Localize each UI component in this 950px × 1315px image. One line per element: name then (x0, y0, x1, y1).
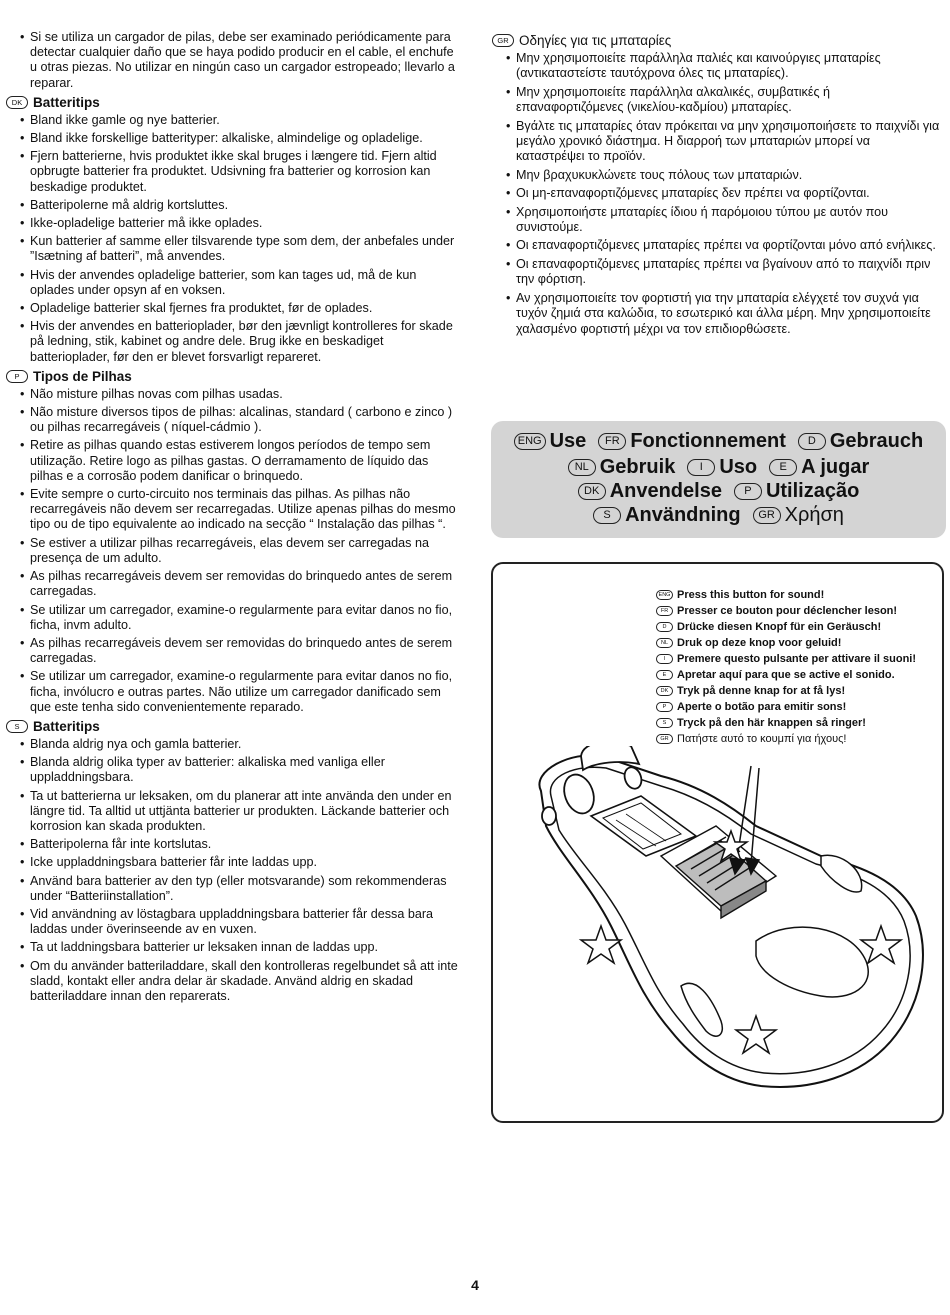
use-heading-item (753, 504, 844, 527)
section-title: Οδηγίες για τις μπαταρίες (519, 33, 672, 48)
use-heading-line (491, 480, 946, 503)
list-item: • Μην χρησιμοποιείτε παράλληλα παλιές και καινούργιες μπαταρίες (αντικαταστείστε ταυτόχρονα όλες τις μπαταρίες). (516, 51, 940, 82)
list-item: • Se utilizar um carregador, examine-o regularmente para evitar danos no fio, ficha, invólucro e outras partes. Não utilize um carregador danificado sem que este tenha sido convenientemente reparado. (30, 669, 458, 715)
language-badge: NL (568, 459, 596, 476)
list-item: • Kun batterier af samme eller tilsvarende type som dem, der anbefales under ”Isætning af batteri”, må anvendes. (30, 234, 458, 264)
use-heading-text: Utilização (765, 480, 860, 502)
sound-instruction (656, 667, 944, 683)
list-item: • Vid användning av löstagbara uppladdningsbara batterier får dessa bara laddas under överinseende av en vuxen. (30, 907, 458, 937)
language-badge: DK (656, 686, 673, 696)
sound-instruction-text: Πατήστε αυτό το κουμπί για ήχους! (677, 733, 847, 745)
list-item: • Bland ikke gamle og nye batterier. (30, 113, 458, 128)
language-badge: ENG (514, 433, 546, 450)
use-heading-item (593, 504, 741, 527)
list-item: • Οι επαναφορτιζόμενες μπαταρίες πρέπει να φορτίζονται μόνο από ενήλικες. (516, 238, 940, 253)
language-badge: DK (578, 483, 606, 500)
use-heading-text: A jugar (801, 456, 870, 478)
use-heading-text: Use (549, 430, 587, 452)
language-badge: GR (753, 507, 781, 524)
toy-guitar-illustration (521, 746, 936, 1111)
sound-instruction-text: Apretar aquí para que se active el sonido. (677, 669, 895, 681)
use-heading-text: Gebrauch (829, 430, 924, 452)
list-item: • Om du använder batteriladdare, skall den kontrolleras regelbundet så att inte sladd, kontakt eller andra delar är skadade. Använd aldrig en skadad batteriladdare innan den reparerats. (30, 959, 458, 1005)
battery-tips-list-dk (6, 113, 458, 365)
illustration-box (491, 562, 944, 1123)
language-badge: DK (6, 96, 28, 109)
battery-tips-list-s (6, 737, 458, 1004)
use-heading-text: Gebruik (599, 456, 676, 478)
list-item: • Si se utiliza un cargador de pilas, debe ser examinado periódicamente para detectar cualquier daño que se haya podido producir en el cable, el enchufe u otras piezas. No utilizar en ningún caso un cargador estropeado; llevarlo a reparar. (30, 30, 458, 91)
list-item: • Ta ut batterierna ur leksaken, om du planerar att inte använda den under en längre tid. Ta alltid ut uttjänta batterier ur produkten. Läckande batterier och korrosion kan skada produkten. (30, 789, 458, 835)
list-item: • Μην βραχυκυκλώνετε τους πόλους των μπαταριών. (516, 168, 940, 183)
list-item: • Evite sempre o curto-circuito nos terminais das pilhas. As pilhas não recarregáveis não devem ser recarregadas. Utilize apenas pilhas do mesmo tipo ou de tipo equivalente ao indicado na secção “ Instalação das pilhas “. (30, 487, 458, 533)
use-heading-item (514, 430, 587, 453)
language-badge: E (656, 670, 673, 680)
list-item: • Se utilizar um carregador, examine-o regularmente para evitar danos no fio, ficha, invm adulto. (30, 603, 458, 633)
language-badge: I (687, 459, 715, 476)
sound-instructions-list (656, 587, 944, 747)
sound-instruction-text: Premere questo pulsante per attivare il suoni! (677, 653, 917, 665)
list-item: • Hvis der anvendes opladelige batterier, som kan tages ud, må de kun oplades under opsyn af en voksen. (30, 268, 458, 298)
language-badge: ENG (656, 590, 673, 600)
use-heading-item (568, 456, 676, 479)
use-heading-item (798, 430, 923, 453)
sound-instruction (656, 731, 944, 747)
sound-instruction-text: Drücke diesen Knopf für ein Geräusch! (677, 621, 882, 633)
right-column (492, 30, 940, 340)
list-item: • Blanda aldrig olika typer av batterier: alkaliska med vanliga eller uppladdningsbara. (30, 755, 458, 785)
language-badge: E (769, 459, 797, 476)
language-badge: GR (656, 734, 673, 744)
sound-instruction-text: Tryk på denne knap for at få lys! (677, 685, 846, 697)
language-badge: S (593, 507, 621, 524)
language-badge: S (656, 718, 673, 728)
use-heading-item (687, 456, 757, 479)
sound-instruction (656, 619, 944, 635)
sound-instruction (656, 715, 944, 731)
sound-instruction (656, 651, 944, 667)
left-column (6, 30, 458, 1007)
list-item: • Não misture pilhas novas com pilhas usadas. (30, 387, 458, 402)
list-item: • As pilhas recarregáveis devem ser removidas do brinquedo antes de serem carregadas. (30, 636, 458, 666)
use-heading-box (491, 421, 946, 538)
language-badge: FR (656, 606, 673, 616)
section-title: Tipos de Pilhas (33, 368, 132, 384)
list-item: • Ikke-opladelige batterier må ikke oplades. (30, 216, 458, 231)
language-badge: S (6, 720, 28, 733)
page-number: 4 (471, 1277, 479, 1293)
use-heading-line (491, 430, 946, 453)
sound-instruction-text: Druk op deze knop voor geluid! (677, 637, 842, 649)
section-heading-s (6, 718, 458, 735)
sound-instruction-text: Aperte o botão para emitir sons! (677, 701, 847, 713)
list-item: • Μην χρησιμοποιείτε παράλληλα αλκαλικές, συμβατικές ή επαναφορτιζόμενες (νικελίου-καδμίου) μπαταρίες. (516, 85, 940, 116)
list-item: • Batteripolerne må aldrig kortsluttes. (30, 198, 458, 213)
list-item: • Opladelige batterier skal fjernes fra produktet, før de oplades. (30, 301, 458, 316)
language-badge: P (734, 483, 762, 500)
section-title: Batteritips (33, 94, 100, 110)
list-item: • Retire as pilhas quando estas estiverem longos períodos de tempo sem utilização. Retire logo as pilhas gastas. O derramamento de líquido das pilhas e a corrosão podem danificar o brinquedo. (30, 438, 458, 484)
sound-instruction (656, 587, 944, 603)
list-item: • Οι μη-επαναφορτιζόμενες μπαταρίες δεν πρέπει να φορτίζονται. (516, 186, 940, 201)
list-item: • Bland ikke forskellige batterityper: alkaliske, almindelige og opladelige. (30, 131, 458, 146)
language-badge: I (656, 654, 673, 664)
list-item: • Não misture diversos tipos de pilhas: alcalinas, standard ( carbono e zinco ) ou pilhas recarregáveis ( níquel-cádmio ). (30, 405, 458, 435)
battery-tips-list-gr (492, 51, 940, 337)
use-heading-item (769, 456, 869, 479)
section-heading-dk (6, 94, 458, 111)
list-item: • Οι επαναφορτιζόμενες μπαταρίες πρέπει να βγαίνουν από το παιχνίδι πριν την φόρτιση. (516, 257, 940, 288)
list-item: • Ta ut laddningsbara batterier ur leksaken innan de laddas upp. (30, 940, 458, 955)
sound-instruction-text: Presser ce bouton pour déclencher leson! (677, 605, 898, 617)
language-badge: P (656, 702, 673, 712)
list-item: • Αν χρησιμοποιείτε τον φορτιστή για την μπαταρία ελέγχετέ τον συχνά για τυχόν ζημιά στα καλώδια, το εσωτερικό και άλλα μέρη. Μην χρησιμοποιείτε χαλασμένο φορτιστή μέχρι να τον επιδιορθώσετε. (516, 291, 940, 337)
use-heading-text: Uso (719, 456, 758, 478)
list-item: • Hvis der anvendes en batterioplader, bør den jævnligt kontrolleres for skade på ledning, stik, kabinet og andre dele. Brug ikke en beskadiget batterioplader, før den er blevet forsvarligt repareret. (30, 319, 458, 365)
use-heading-line (491, 456, 946, 479)
list-item: • Icke uppladdningsbara batterier får inte laddas upp. (30, 855, 458, 870)
section-heading-gr (492, 32, 940, 49)
sound-instruction (656, 635, 944, 651)
use-heading-text: Fonctionnement (630, 430, 786, 452)
list-item: • Batteripolerna får inte kortslutas. (30, 837, 458, 852)
use-heading-text: Anvendelse (609, 480, 722, 502)
language-badge: FR (598, 433, 626, 450)
use-heading-text: Användning (625, 504, 741, 526)
battery-tips-list-p (6, 387, 458, 715)
use-heading-item (734, 480, 859, 503)
sound-instruction-text: Press this button for sound! (677, 589, 825, 601)
language-badge: D (656, 622, 673, 632)
list-item: • Blanda aldrig nya och gamla batterier. (30, 737, 458, 752)
intro-list (6, 30, 458, 91)
list-item: • Se estiver a utilizar pilhas recarregáveis, elas devem ser carregadas na presença de um adulto. (30, 536, 458, 566)
sound-instruction (656, 603, 944, 619)
list-item: • Använd bara batterier av den typ (eller motsvarande) som rekommenderas under “Batteriinstallation”. (30, 874, 458, 904)
list-item: • As pilhas recarregáveis devem ser removidas do brinquedo antes de serem carregadas. (30, 569, 458, 599)
use-heading-text: Χρήση (784, 504, 844, 526)
list-item: • Fjern batterierne, hvis produktet ikke skal bruges i længere tid. Fjern altid opbrugte batterier fra produktet. Udsivning fra batterier og korrosion kan beskadige produktet. (30, 149, 458, 195)
language-badge: NL (656, 638, 673, 648)
sound-instruction (656, 683, 944, 699)
list-item: • Χρησιμοποιήστε μπαταρίες ίδιου ή παρόμοιου τύπου με αυτόν που συνιστούμε. (516, 205, 940, 236)
language-badge: D (798, 433, 826, 450)
sound-instruction-text: Tryck på den här knappen så ringer! (677, 717, 866, 729)
section-title: Batteritips (33, 718, 100, 734)
list-item: • Βγάλτε τις μπαταρίες όταν πρόκειται να μην χρησιμοποιήσετε το παιχνίδι για μεγάλο χρονικό διάστημα. Η διαρροή των μπαταριών μπορεί να καταστρέψει το προϊόν. (516, 119, 940, 165)
language-badge: GR (492, 34, 514, 47)
use-heading-line (491, 504, 946, 527)
language-badge: P (6, 370, 28, 383)
section-heading-p (6, 368, 458, 385)
sound-instruction (656, 699, 944, 715)
use-heading-item (598, 430, 786, 453)
use-heading-item (578, 480, 722, 503)
